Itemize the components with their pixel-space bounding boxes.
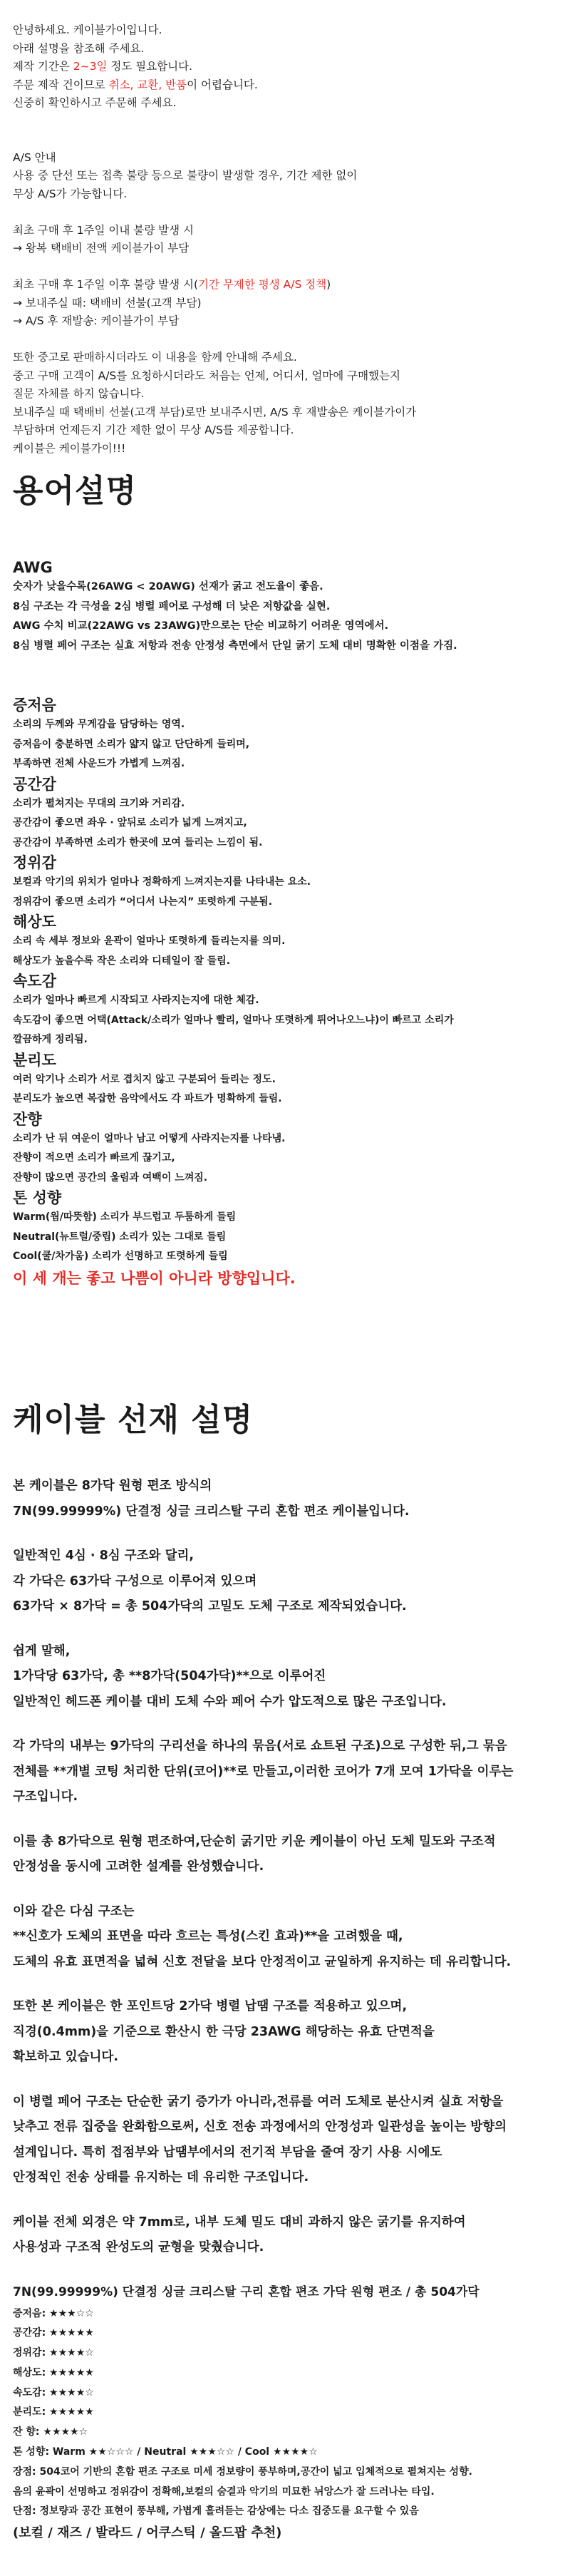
term-title: 잔향 xyxy=(13,1110,42,1128)
genre-recommend: (보컬 / 재즈 / 발라드 / 어쿠스틱 / 올드팝 추천) xyxy=(13,2525,282,2541)
term-desc: Cool(쿨/차가움) 소리가 선명하고 또렷하게 들림 xyxy=(13,1251,228,1262)
term-desc: 여러 악기나 소리가 서로 겹치지 않고 구분되어 들리는 정도. xyxy=(13,1073,276,1085)
used-note: 부담하며 언제든지 기간 제한 없이 무상 A/S를 제공합니다. xyxy=(13,424,294,436)
paragraph-line: 전체를 **개별 코팅 처리한 단위(코어)**로 만들고,이러한 코어가 7개 모여 1가닥을 이루는 xyxy=(13,1764,514,1779)
awg-desc: 8심 구조는 각 극성을 2심 병렬 페어로 구성해 더 낮은 저항값을 실현. xyxy=(13,600,331,612)
brand-slogan: 케이블은 케이블가이!!! xyxy=(13,441,126,455)
term-desc: 증저음이 충분하면 소리가 얇지 않고 단단하게 들리며, xyxy=(13,738,250,750)
as-text: 사용 중 단선 또는 접촉 불량 등으로 불량이 발생할 경우, 기간 제한 없이 xyxy=(13,169,358,182)
rating-row: 정위감: ★★★★☆ xyxy=(13,2347,94,2359)
paragraph-line: 사용성과 구조적 완성도의 균형을 맞췄습니다. xyxy=(13,2240,264,2254)
used-note: 중고 구매 고객이 A/S를 요청하시더라도 처음는 언제, 어디서, 얼마에 구매했는지 xyxy=(13,369,401,382)
term-desc: Neutral(뉴트럴/중립) 소리가 있는 그대로 들림 xyxy=(13,1231,227,1243)
intro-guide: 아래 설명을 참조해 주세요. xyxy=(13,41,145,55)
paragraph-line: 직경(0.4mm)을 기준으로 환산시 한 극당 23AWG 해당하는 유효 단면적을 xyxy=(13,2024,435,2039)
term-item xyxy=(13,1109,557,1189)
paragraph-line: 확보하고 있습니다. xyxy=(13,2050,118,2064)
as-rule: 최초 구매 후 1주일 이내 불량 발생 시 xyxy=(13,223,194,237)
intro-greeting: 안녕하세요. 케이블가이입니다. xyxy=(13,24,162,36)
rating-row: 증저음: ★★★☆☆ xyxy=(13,2307,94,2319)
as-rule: → A/S 후 재발송: 케이블가이 부담 xyxy=(13,314,180,327)
paragraph-line: 쉽게 말해, xyxy=(13,1643,71,1658)
term-desc: 분리도가 높으면 복잡한 음악에서도 각 파트가 명확하게 들림. xyxy=(13,1093,282,1104)
terms-section xyxy=(13,465,557,1290)
term-item xyxy=(13,695,557,774)
awg-desc: AWG 수치 비교(22AWG vs 23AWG)만으로는 단순 비교하기 어려운 영역에서. xyxy=(13,620,389,632)
paragraph-line: 구조입니다. xyxy=(13,1790,78,1804)
term-desc: 보컬과 악기의 위치가 얼마나 정확하게 느껴지는지를 나타내는 요소. xyxy=(13,876,311,888)
term-item xyxy=(13,853,557,912)
term-item xyxy=(13,971,557,1050)
term-title: 공간감 xyxy=(13,775,56,793)
awg-title: AWG xyxy=(13,559,53,576)
paragraph-line: 안정적인 전송 상태를 유지하는 데 유리한 구조입니다. xyxy=(13,2170,309,2185)
no-refund-highlight: 취소, 교환, 반품 xyxy=(108,78,187,91)
term-item xyxy=(13,912,557,971)
cable-paragraph xyxy=(13,2210,557,2261)
paragraph-line: 낮추고 전류 집중을 완화함으로써, 신호 전송 과정에서의 안정성과 일관성을 높이는 방향의 xyxy=(13,2120,507,2134)
cons-row: 단점: 정보량과 공간 표현이 풍부해, 가볍게 흘려듣는 감상에는 다소 집중도를 요구할 수 있음 xyxy=(13,2505,419,2518)
as-rule: → 보내주실 때: 택배비 선불(고객 부담) xyxy=(13,296,202,309)
paragraph-line: 이와 같은 다심 구조는 xyxy=(13,1904,135,1919)
term-desc: 공간감이 좋으면 좌우 · 앞뒤로 소리가 넓게 느껴지고, xyxy=(13,817,247,828)
paragraph-line: 일반적인 4심 · 8심 구조와 달리, xyxy=(13,1549,195,1563)
pros-row: 장점: 504코어 기반의 혼합 편조 구조로 미세 정보량이 풍부하며,공간이 넓고 입체적으로 펼쳐지는 성향. xyxy=(13,2465,472,2478)
term-desc: 부족하면 전체 사운드가 가볍게 느껴짐. xyxy=(13,758,185,769)
production-period-value: 2~3일 xyxy=(73,60,108,73)
rating-row: 해상도: ★★★★★ xyxy=(13,2366,94,2379)
cable-paragraph xyxy=(13,1734,557,1810)
awg-desc: 8심 병렬 페어 구조는 실효 저항과 전송 안정성 측면에서 단일 굵기 도체 대비 명확한 이점을 가짐. xyxy=(13,640,457,652)
spec-title: 7N(99.99999%) 단결정 싱글 크리스탈 구리 혼합 편조 가닥 원형 편조 / 총 504가닥 xyxy=(13,2284,480,2299)
terms-heading: 용어설명 xyxy=(13,473,138,509)
rating-row: 속도감: ★★★★☆ xyxy=(13,2386,94,2398)
used-note: 질문 자체를 하지 않습니다. xyxy=(13,387,145,400)
as-title: A/S 안내 xyxy=(13,150,56,164)
as-rule: → 왕복 택배비 전액 케이블가이 부담 xyxy=(13,242,190,255)
as-rule: 최초 구매 후 1주일 이후 불량 발생 시(기간 무제한 평생 A/S 정책) xyxy=(13,278,331,291)
term-desc: 잔향이 적으면 소리가 빠르게 끊기고, xyxy=(13,1152,175,1164)
tone-warning: 이 세 개는 좋고 나쁨이 아니라 방향입니다. xyxy=(13,1269,296,1287)
term-desc: 소리 속 세부 정보와 윤곽이 얼마나 또렷하게 들리는지를 의미. xyxy=(13,935,286,947)
paragraph-line: 도체의 유효 표면적을 넓혀 신호 전달을 보다 안정적이고 균일하게 유지하는 데 유리합니다. xyxy=(13,1954,512,1969)
rating-row: 공간감: ★★★★★ xyxy=(13,2327,94,2339)
term-desc: 소리가 얼마나 빠르게 시작되고 사라지는지에 대한 체감. xyxy=(13,995,259,1006)
term-desc: 소리가 난 뒤 여운이 얼마나 남고 어떻게 사라지는지를 나타냄. xyxy=(13,1132,286,1144)
cable-heading: 케이블 선재 설명 xyxy=(13,1402,254,1438)
rating-row: 분리도: ★★★★★ xyxy=(13,2406,94,2418)
term-item xyxy=(13,1050,557,1109)
production-period: 제작 기간은 2~3일 정도 필요합니다. xyxy=(13,60,193,73)
term-title: 해상도 xyxy=(13,913,56,930)
term-desc: 정위감이 좋으면 소리가 “어디서 나는지” 또렷하게 구분됨. xyxy=(13,896,273,908)
order-caution: 신중히 확인하시고 주문해 주세요. xyxy=(13,96,177,109)
cable-paragraph xyxy=(13,1994,557,2070)
paragraph-line: 또한 본 케이블은 한 포인트당 2가닥 병렬 납땜 구조를 적용하고 있으며, xyxy=(13,1999,408,2013)
term-desc: 깔끔하게 정리됨. xyxy=(13,1034,88,1045)
paragraph-line: 본 케이블은 8가닥 원형 편조 방식의 xyxy=(13,1479,212,1493)
spec-block xyxy=(13,2280,557,2545)
used-note: 또한 중고로 판매하시더라도 이 내용을 함께 안내해 주세요. xyxy=(13,351,297,364)
pros-row: 음의 윤곽이 선명하고 정위감이 정확해,보컬의 숨결과 악기의 미묘한 뉘앙스가 잘 드러나는 타입. xyxy=(13,2485,435,2498)
term-item xyxy=(13,774,557,853)
term-desc: 공간감이 부족하면 소리가 한곳에 모여 들리는 느낌이 됨. xyxy=(13,836,263,848)
term-title: 증저음 xyxy=(13,697,56,714)
term-desc: 소리가 펼쳐지는 무대의 크기와 거리감. xyxy=(13,797,185,809)
tone-row: 톤 성향: Warm ★★☆☆☆ / Neutral ★★★☆☆ / Cool ★★★★☆ xyxy=(13,2446,318,2458)
no-refund-notice: 주문 제작 건이므로 취소, 교환, 반품이 어렵습니다. xyxy=(13,78,258,91)
paragraph-line: 안정성을 동시에 고려한 설계를 완성했습니다. xyxy=(13,1859,264,1874)
cable-paragraph xyxy=(13,1899,557,1976)
term-desc: 속도감이 좋으면 어택(Attack/소리가 얼마나 빨리, 얼마나 또렷하게 튀어나오느냐)이 빠르고 소리가 xyxy=(13,1014,454,1026)
cable-paragraph xyxy=(13,1639,557,1715)
paragraph-line: 1가닥당 63가닥, 총 **8가닥(504가닥)**으로 이루어진 xyxy=(13,1669,326,1683)
term-desc: 잔향이 많으면 공간의 울림과 여백이 느껴짐. xyxy=(13,1171,208,1184)
awg-desc: 숫자가 낮을수록(26AWG < 20AWG) 선재가 굵고 전도율이 좋음. xyxy=(13,581,323,592)
as-text: 무상 A/S가 가능합니다. xyxy=(13,187,128,200)
term-desc: 해상도가 높을수록 작은 소리와 디테일이 잘 들림. xyxy=(13,955,231,967)
cable-paragraph xyxy=(13,2090,557,2191)
paragraph-line: 케이블 전체 외경은 약 7mm로, 내부 도체 밀도 대비 과하지 않은 굵기를 유지하여 xyxy=(13,2215,466,2229)
paragraph-line: **신호가 도체의 표면을 따라 흐르는 특성(스킨 효과)**을 고려했을 때, xyxy=(13,1929,403,1944)
intro-notice xyxy=(13,21,557,458)
paragraph-line: 이를 총 8가닥으로 원형 편조하여,단순히 굵기만 키운 케이블이 아닌 도체 밀도와 구조적 xyxy=(13,1834,496,1849)
paragraph-line: 설계입니다. 특히 접점부와 납땜부에서의 전기적 부담을 줄여 장기 사용 시에도 xyxy=(13,2145,442,2160)
cable-section xyxy=(13,1394,557,2545)
rating-row: 잔 향: ★★★★☆ xyxy=(13,2426,88,2438)
cable-paragraph xyxy=(13,1830,557,1880)
paragraph-line: 이 병렬 페어 구조는 단순한 굵기 증가가 아니라,전류를 여러 도체로 분산시켜 실효 저항을 xyxy=(13,2094,504,2109)
paragraph-line: 7N(99.99999%) 단결정 싱글 크리스탈 구리 혼합 편조 케이블입니다. xyxy=(13,1504,410,1519)
paragraph-line: 각 가닥은 63가닥 구성으로 이루어져 있으며 xyxy=(13,1574,257,1589)
lifetime-as-highlight: 기간 무제한 평생 A/S 정책 xyxy=(198,278,327,291)
term-title: 정위감 xyxy=(13,854,56,871)
term-title: 속도감 xyxy=(13,973,56,990)
term-title: 분리도 xyxy=(13,1051,56,1069)
cable-paragraph xyxy=(13,1544,557,1620)
term-title: 톤 성향 xyxy=(13,1189,62,1206)
paragraph-line: 63가닥 × 8가닥 = 총 504가닥의 고밀도 도체 구조로 제작되었습니다. xyxy=(13,1599,407,1613)
paragraph-line: 각 가닥의 내부는 9가닥의 구리선을 하나의 묶음(서로 쇼트된 구조)으로 구성한 뒤,그 묶음 xyxy=(13,1739,507,1753)
used-note: 보내주실 때 택배비 선불(고객 부담)로만 보내주시면, A/S 후 재발송은 케이블가이가 xyxy=(13,405,417,419)
paragraph-line: 일반적인 헤드폰 케이블 대비 도체 수와 페어 수가 압도적으로 많은 구조입니다. xyxy=(13,1694,447,1709)
term-desc: Warm(웜/따뜻함) 소리가 부드럽고 두툼하게 들림 xyxy=(13,1211,237,1223)
term-item xyxy=(13,1188,557,1267)
term-desc: 소리의 두께와 무게감을 담당하는 영역. xyxy=(13,719,185,730)
cable-paragraph xyxy=(13,1474,557,1524)
